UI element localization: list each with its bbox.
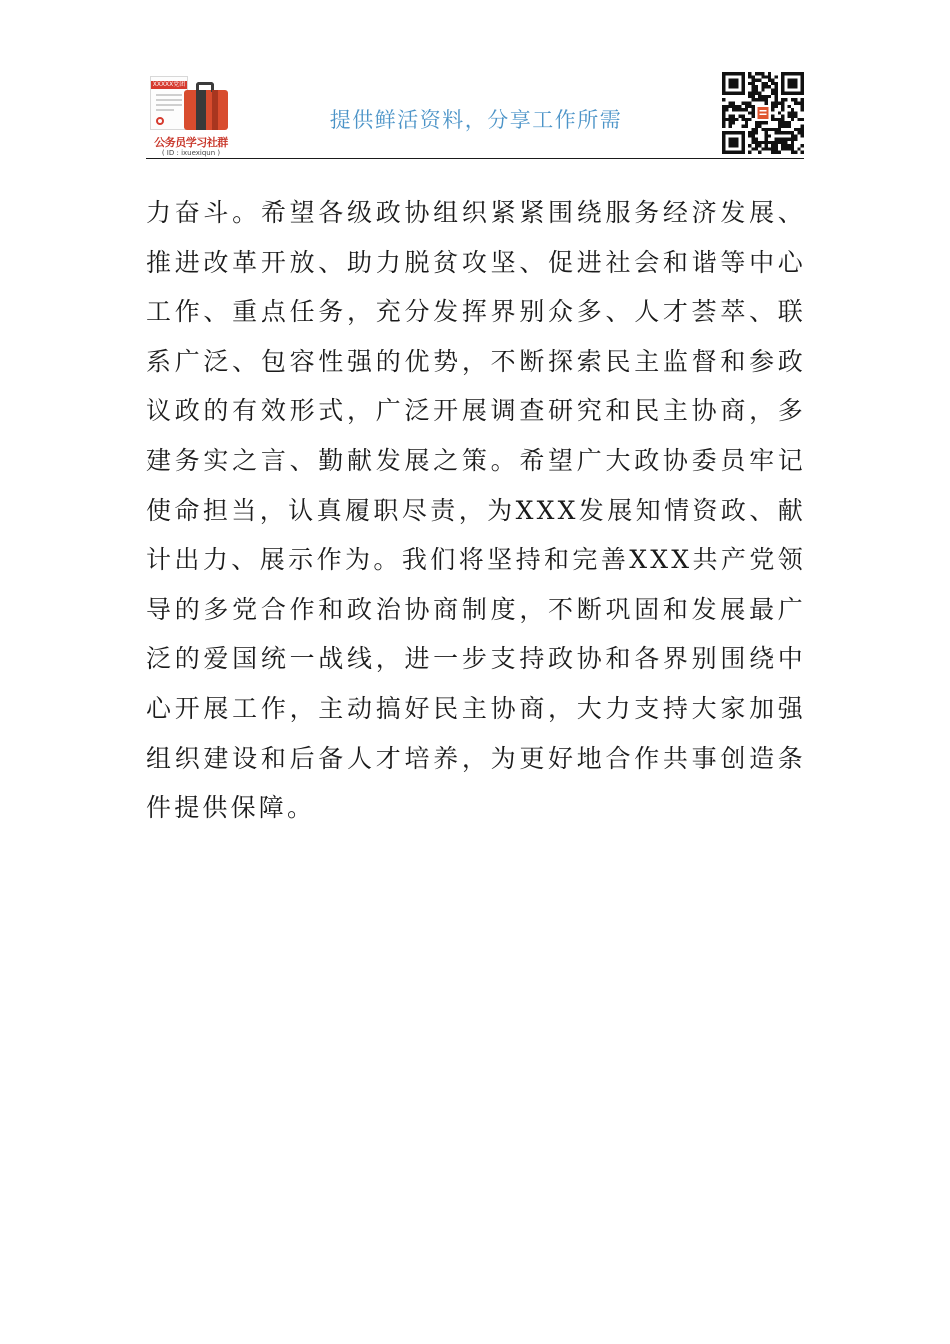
logo-id: ( ID : ixuexiqun ) xyxy=(161,149,221,157)
qr-code-icon xyxy=(722,72,804,154)
community-logo xyxy=(146,72,236,158)
briefcase-icon xyxy=(184,90,228,130)
logo-name: 公务员学习社群 xyxy=(154,136,228,149)
page-header xyxy=(146,70,804,160)
header-slogan: 提供鲜活资料，分享工作所需 xyxy=(329,108,623,132)
document-icon xyxy=(150,76,188,130)
body-paragraph: 力奋斗。希望各级政协组织紧紧围绕服务经济发展、推进改革开放、助力脱贫攻坚、促进社会和谐等中心工作、重点任务，充分发挥界别众多、人才荟萃、联系广泛、包容性强的优势，不断探索民主监督和参政议政的有效形式，广泛开展调查研究和民主协商，多建务实之言、勤献发展之策。希望广大政协委员牢记使命担当，认真履职尽责，为XXX发展知情资政、献计出力、展示作为。我们将坚持和完善XXX共产党领导的多党合作和政治协商制度，不断巩固和发展最广泛的爱国统一战线，进一步支持政协和各界别围绕中心开展工作，主动搞好民主协商，大力支持大家加强组织建设和后备人才培养，为更好地合作共事创造条件提供保障。 xyxy=(146,198,806,823)
logo-band-text: XXXXX党团 xyxy=(152,81,186,88)
seal-icon xyxy=(156,117,164,125)
header-divider xyxy=(146,158,804,159)
